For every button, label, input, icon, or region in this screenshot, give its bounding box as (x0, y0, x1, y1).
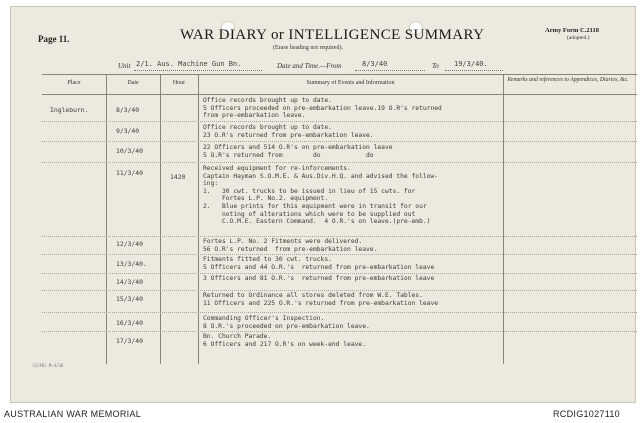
summary-line: Returned to Ordinance all stores deleted from W.E. Tables. (203, 292, 423, 299)
summary-line: Office records brought up to date. (203, 97, 332, 104)
entry-summary (203, 256, 434, 271)
summary-line: from pre-embarkation leave. (203, 112, 306, 120)
entry-date: 9/3/40 (116, 127, 140, 135)
entry-summary (203, 124, 374, 139)
column-header-remarks: Remarks and references to Appendices, Diaries, &c. (507, 77, 629, 83)
column-divider-place (106, 74, 107, 364)
date-time-label: Date and Time.—From (277, 62, 342, 70)
row-separator (42, 162, 637, 163)
summary-line: Fitments fitted to 30 cwt. trucks. (203, 256, 332, 263)
row-separator (42, 331, 637, 332)
from-underline (355, 70, 425, 71)
entry-summary (203, 238, 377, 253)
summary-line: 23 O.R's returned from pre-embarkation leave. (203, 131, 374, 139)
summary-line: 3 Officers and 81 O.R.'s returned from pre-embarkation leave (203, 275, 435, 282)
unit-value: 2/1. Aus. Machine Gun Bn. (136, 60, 242, 68)
summary-line: 5 Officers and 44 O.R.'s returned from pre-embarkation leave (203, 263, 435, 271)
summary-line: 1. 30 cwt. trucks to be issued in lieu of 15 cwts. for (203, 187, 416, 195)
column-header-summary: Summary of Events and Information (306, 80, 395, 86)
entry-summary (203, 165, 438, 226)
form-subtitle: (Erase heading not required). (273, 45, 343, 51)
unit-label: Unit (118, 62, 131, 70)
summary-line: Received equipment for re-inforcements. (203, 165, 351, 172)
entry-date: 8/3/40 (116, 106, 140, 114)
header-rule-top (42, 74, 637, 75)
summary-line: 2. Blue prints for this equipment were in transit for our (203, 202, 427, 210)
column-header-date: Date (127, 80, 139, 86)
entry-place: Ingleburn. (50, 106, 89, 114)
entry-summary (203, 144, 393, 159)
entry-summary (203, 292, 438, 307)
column-header-hour: Hour (172, 80, 186, 86)
summary-line: Fortes L.P. No.2. equipment. (203, 195, 329, 203)
from-date-value: 8/3/40 (362, 60, 388, 68)
summary-line: 11 Officers and 225 O.R.'s returned from pre-embarkation leave (203, 299, 439, 307)
summary-line: 56 O.R's returned from pre-embarkation leave. (203, 245, 378, 253)
column-divider-hour (198, 74, 199, 364)
entry-date: 10/3/40 (116, 147, 143, 155)
column-divider-date (160, 74, 161, 364)
entry-date: 15/3/40 (116, 295, 143, 303)
row-separator (42, 312, 637, 313)
row-separator (42, 121, 637, 122)
summary-line: 8 O.R.'s proceeded on pre-embarkation leave. (203, 322, 370, 330)
summary-line: Captain Hayman S.O.M.E. & Aus.Div.H.Q. and advised the follow- (203, 172, 439, 180)
column-divider-summary (503, 74, 504, 364)
summary-line: 5 O.R's returned from do do (203, 151, 374, 159)
entry-date: 11/3/40 (116, 169, 143, 177)
summary-line: Bn. Church Parade. (203, 333, 272, 340)
entry-summary (203, 333, 366, 348)
row-separator (42, 254, 637, 255)
row-separator (42, 236, 637, 237)
army-form-adopted: (adopted.) (567, 35, 590, 41)
row-separator (42, 273, 637, 274)
summary-line: noting of alterations which were to be supplied out (203, 210, 416, 218)
footer-institution: AUSTRALIAN WAR MEMORIAL (4, 409, 142, 419)
summary-line: 22 Officers and 514 O.R's on pre-embarkation leave (203, 144, 393, 151)
entry-date: 14/3/40 (116, 278, 143, 286)
summary-line: Office records brought up to date. (203, 124, 332, 131)
header-rule-bottom (42, 94, 637, 95)
row-separator (42, 290, 637, 291)
summary-line: C.O.M.E. Eastern Command. 4 O.R.'s on leave.(pre-emb.) (203, 218, 431, 226)
entry-date: 16/3/40 (116, 319, 143, 327)
form-title: WAR DIARY or INTELLIGENCE SUMMARY (180, 27, 485, 43)
summary-line: Fortes L.P. No. 2 Fitments were delivered. (203, 238, 363, 245)
summary-line: 5 Officers proceeded on pre-embarkation leave.19 O.R's returned (203, 104, 442, 112)
entry-date: 17/3/40 (116, 337, 143, 345)
to-date-value: 19/3/40. (454, 60, 488, 68)
to-underline (445, 70, 503, 71)
form-print-code: (2/40) M-4/36 (32, 363, 64, 368)
entry-date: 12/3/40 (116, 240, 143, 248)
army-form-number: Army Form C.2118 (545, 27, 599, 34)
summary-line: ing: (203, 180, 219, 188)
summary-line: 6 Officers and 217 O.R's on week-end leave. (203, 340, 367, 348)
entry-summary (203, 97, 442, 120)
to-label: To (432, 62, 439, 70)
entry-hour: 1420 (170, 173, 186, 181)
entry-summary (203, 275, 434, 283)
footer-record-id: RCDIG1027110 (553, 409, 620, 419)
page-number: Page 11. (38, 34, 70, 44)
entry-summary (203, 315, 370, 330)
summary-line: Commanding Officer's Inspection. (203, 315, 325, 322)
column-header-place: Place (67, 80, 81, 86)
unit-underline (134, 70, 262, 71)
entry-date: 13/3/40. (116, 260, 147, 268)
row-separator (42, 141, 637, 142)
